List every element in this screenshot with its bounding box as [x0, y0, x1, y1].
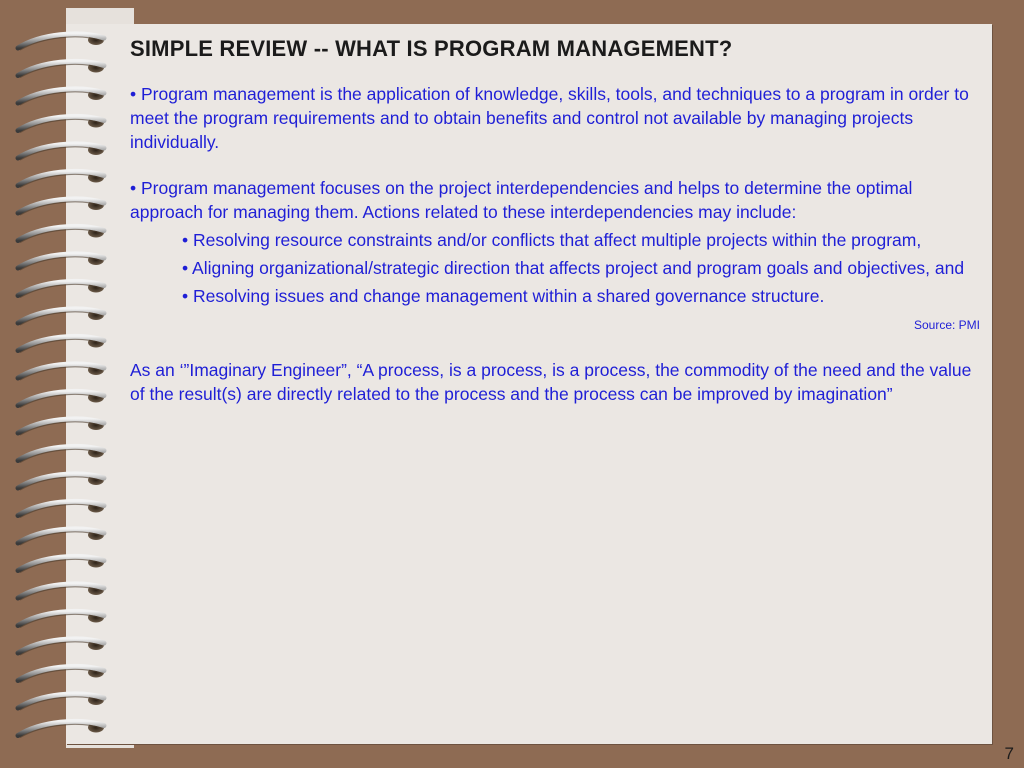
bullet-interdependencies: • Program management focuses on the project interdependencies and helps to determine the optimal approach for managing them. Actions related to these interdependencies may include: [130, 178, 913, 222]
bullet-definition: • Program management is the application of knowledge, skills, tools, and techniques to a program in order to meet the program requirements and to obtain benefits and control not available by managing projects individually. [130, 84, 969, 152]
engineer-quote: As an ‘”Imaginary Engineer”, “A process, is a process, is a process, the commodity of the need and the value of the result(s) are directly related to the process and the process can be improved by imagination” [130, 360, 972, 404]
sub-bullet-governance: • Resolving issues and change management within a shared governance structure. [182, 286, 825, 306]
sub-bullet-resources: • Resolving resource constraints and/or conflicts that affect multiple projects within the program, [182, 230, 922, 250]
source-citation: Source: PMI [913, 318, 980, 332]
slide-content [130, 36, 980, 406]
page-number: 7 [1004, 744, 1014, 763]
sub-bullet-alignment: • Aligning organizational/strategic direction that affects project and program goals and objectives, and [182, 258, 965, 278]
slide-title: SIMPLE REVIEW -- WHAT IS PROGRAM MANAGEMENT? [130, 36, 733, 61]
spiral-binding-icon [0, 0, 120, 768]
